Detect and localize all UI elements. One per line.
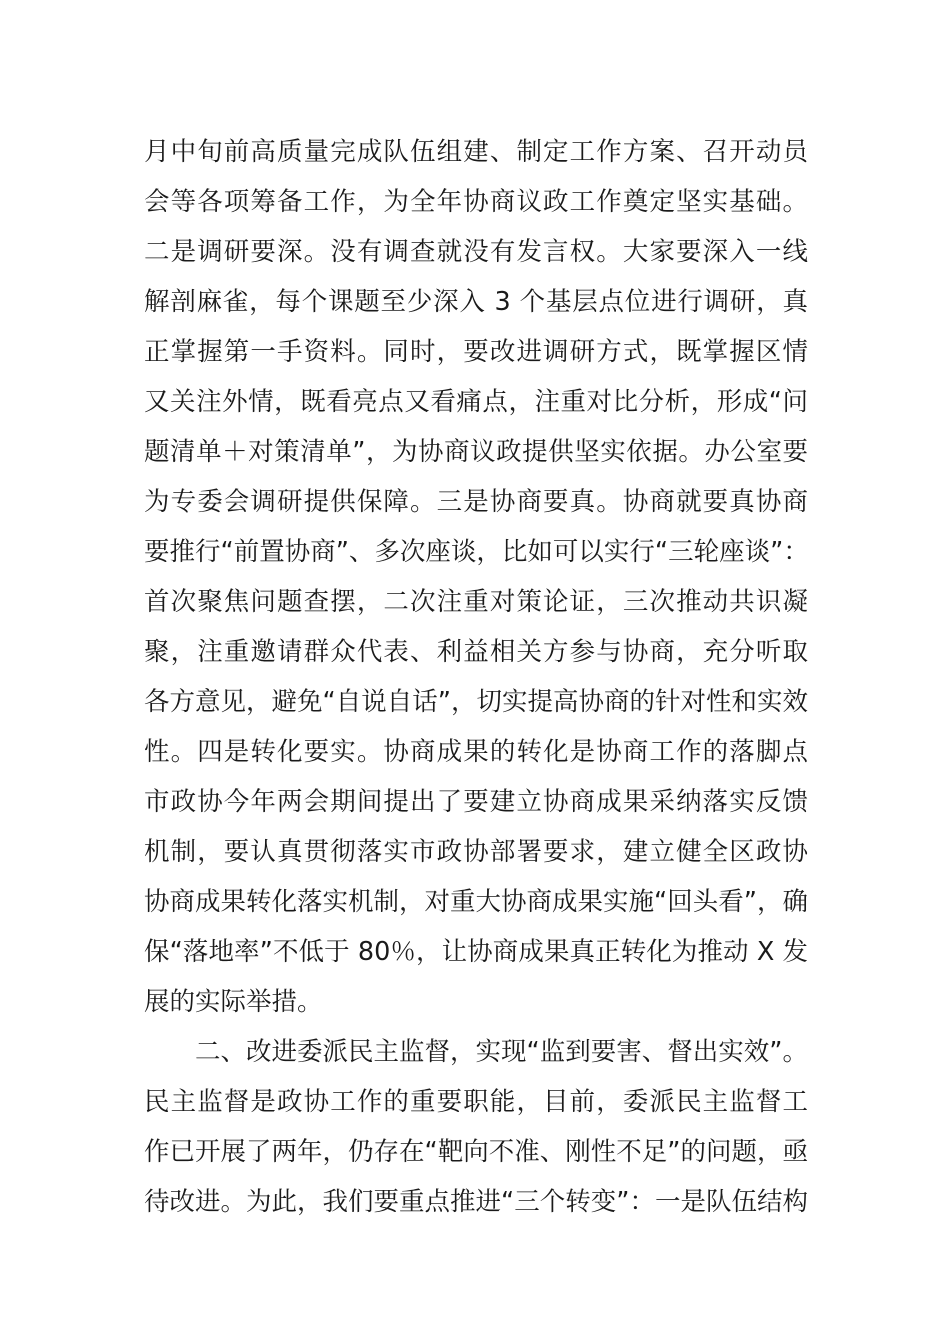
text-line: 首次聚焦问题查摆，二次注重对策论证，三次推动共识凝 — [144, 587, 808, 617]
body-text — [144, 127, 824, 1227]
text-line: 又关注外情，既看亮点又看痛点，注重对比分析，形成“问 — [144, 387, 808, 417]
text-line: 月中旬前高质量完成队伍组建、制定工作方案、召开动员 — [144, 137, 808, 167]
text-line: 聚，注重邀请群众代表、利益相关方参与协商，充分听取 — [144, 637, 808, 667]
text-line: 各方意见，避免“自说自话”，切实提高协商的针对性和实效 — [144, 687, 808, 717]
text-line: 待改进。为此，我们要重点推进“三个转变”：一是队伍结构 — [144, 1187, 808, 1217]
text-line: 解剖麻雀，每个课题至少深入 3 个基层点位进行调研，真 — [144, 287, 808, 317]
text-line: 协商成果转化落实机制，对重大协商成果实施“回头看”，确 — [144, 887, 808, 917]
text-line: 题清单＋对策清单”，为协商议政提供坚实依据。办公室要 — [144, 437, 808, 467]
text-line: 二、改进委派民主监督，实现“监到要害、督出实效”。 — [195, 1037, 808, 1067]
text-line: 展的实际举措。 — [144, 987, 323, 1017]
text-line: 保“落地率”不低于 80％，让协商成果真正转化为推动 X 发 — [144, 937, 808, 967]
text-line: 机制，要认真贯彻落实市政协部署要求，建立健全区政协 — [144, 837, 808, 867]
text-line: 二是调研要深。没有调查就没有发言权。大家要深入一线 — [144, 237, 808, 267]
text-line: 会等各项筹备工作，为全年协商议政工作奠定坚实基础。 — [144, 187, 808, 217]
text-line: 市政协今年两会期间提出了要建立协商成果采纳落实反馈 — [144, 787, 808, 817]
text-line: 正掌握第一手资料。同时，要改进调研方式，既掌握区情 — [144, 337, 808, 367]
text-line: 为专委会调研提供保障。三是协商要真。协商就要真协商 — [144, 487, 808, 517]
text-line: 性。四是转化要实。协商成果的转化是协商工作的落脚点 — [144, 737, 808, 767]
text-line: 作已开展了两年，仍存在“靶向不准、刚性不足”的问题，亟 — [144, 1137, 808, 1167]
text-line: 民主监督是政协工作的重要职能，目前，委派民主监督工 — [144, 1087, 808, 1117]
text-line: 要推行“前置协商”、多次座谈，比如可以实行“三轮座谈”： — [144, 537, 809, 567]
